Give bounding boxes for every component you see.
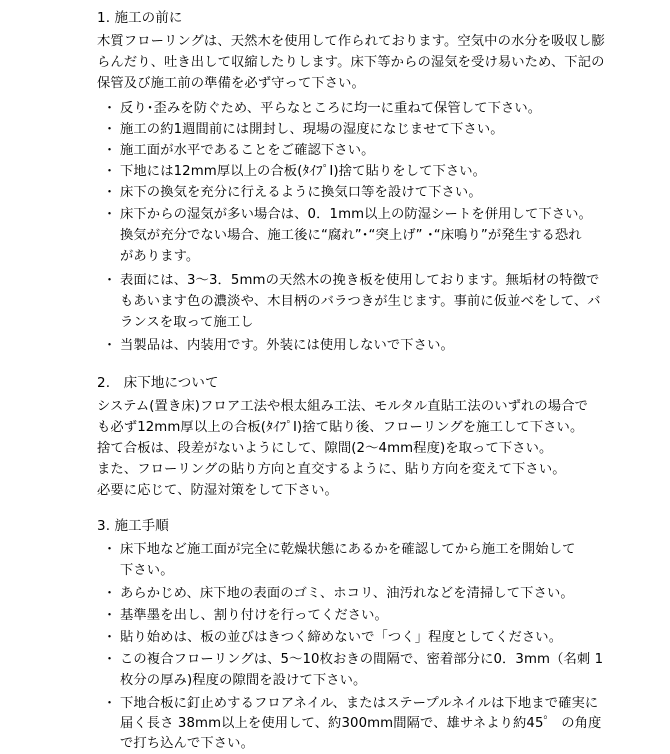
section3-bullet-item-cont: で打ち込んで下さい。: [120, 736, 254, 751]
section2-line: また、フローリングの貼り方向と直交するように、貼り方向を変えて下さい。: [97, 462, 566, 477]
bullet-marker: ・: [103, 207, 117, 222]
bullet-marker: ・: [103, 586, 117, 601]
section3-bullet-item: 貼り始めは、板の並びはきつく締めないで「つく」程度としてください。: [120, 630, 563, 645]
section1-intro-line: 保管及び施工前の準備を必ず守って下さい。: [97, 76, 365, 91]
bullet-marker: ・: [103, 542, 117, 557]
bullet-marker: ・: [103, 164, 117, 179]
section3-bullet-item-cont: 届く長さ 38mm以上を使用して、約300mm間隔で、雄サネより約45゜ の角度: [120, 716, 602, 731]
section2-heading: 2. 床下地について: [97, 375, 219, 391]
section2-line: 必要に応じて、防湿対策をして下さい。: [97, 483, 338, 498]
bullet-marker: ・: [103, 185, 117, 200]
section3-bullet-item: 下地合板に釘止めするフロアネイル、またはステープルネイルは下地まで確実に: [120, 696, 599, 711]
section1-heading: 1. 施工の前に: [97, 10, 183, 26]
bullet-marker: ・: [103, 122, 117, 137]
section1-bullet-item: 表面には、3～3．5mmの天然木の挽き板を使用しております。無垢材の特徴で: [120, 273, 600, 288]
section1-bullet-item-cont: があります。: [120, 249, 200, 264]
section1-bullet-item: 当製品は、内装用です。外装には使用しないで下さい。: [120, 338, 454, 353]
bullet-marker: ・: [103, 652, 117, 667]
bullet-marker: ・: [103, 338, 117, 353]
section3-heading: 3. 施工手順: [97, 518, 169, 534]
section1-bullet-item: 施工の約1週間前には開封し、現場の湿度になじませて下さい。: [120, 122, 504, 137]
bullet-marker: ・: [103, 101, 117, 116]
section1-bullet-item: 床下からの湿気が多い場合は、0．1mm以上の防湿シートを併用して下さい。: [120, 207, 592, 222]
section1-bullet-item-cont: 換気が充分でない場合、施工後に“腐れ”･“突上げ” ･“床鳴り”が発生する恐れ: [120, 228, 582, 243]
section1-intro-line: 木質フローリングは、天然木を使用して作られております。空気中の水分を吸収し膨: [97, 34, 605, 49]
section1-bullet-item-cont: もあいます色の濃淡や、木目柄のバラつきが生じます。事前に仮並べをして、バ: [120, 294, 601, 309]
section2-line: システム(置き床)フロア工法や根太組み工法、モルタル直貼工法のいずれの場合で: [97, 399, 588, 414]
bullet-marker: ・: [103, 608, 117, 623]
section2-line: も必ず12mm厚以上の合板(ﾀｲﾌﾟⅠ)捨て貼り後、フローリングを施工して下さい。: [97, 420, 584, 435]
bullet-marker: ・: [103, 143, 117, 158]
bullet-marker: ・: [103, 696, 117, 711]
section1-bullet-item: 施工面が水平であることをご確認下さい。: [120, 143, 375, 158]
section1-bullet-item: 下地には12mm厚以上の合板(ﾀｲﾌﾟⅠ)捨て貼りをして下さい。: [120, 164, 487, 179]
section1-bullet-item-cont: ランスを取って施工し: [120, 315, 254, 330]
section1-intro-line: らんだり、吐き出して収縮したりします。床下等からの湿気を受け易いため、下記の: [97, 55, 605, 70]
bullet-marker: ・: [103, 273, 117, 288]
section3-bullet-item: 床下地など施工面が完全に乾燥状態にあるかを確認してから施工を開始して: [120, 542, 576, 557]
section3-bullet-item-cont: 下さい。: [120, 563, 174, 578]
bullet-marker: ・: [103, 630, 117, 645]
section3-bullet-item: あらかじめ、床下地の表面のゴミ、ホコリ、油汚れなどを清掃して下さい。: [120, 586, 574, 601]
section3-bullet-item-cont: 枚分の厚み)程度の隙間を設けて下さい。: [120, 673, 367, 688]
section2-line: 捨て合板は、段差がないようにして、隙間(2～4mm程度)を取って下さい。: [97, 441, 553, 456]
section3-bullet-item: この複合フローリングは、5～10枚おきの間隔で、密着部分に0．3mm（名刺 1: [120, 652, 604, 667]
section1-bullet-item: 床下の換気を充分に行えるように換気口等を設けて下さい。: [120, 185, 482, 200]
section3-bullet-item: 基準墨を出し、割り付けを行ってください。: [120, 608, 388, 623]
section1-bullet-item: 反り･歪みを防ぐため、平らなところに均一に重ねて保管して下さい。: [120, 101, 542, 116]
